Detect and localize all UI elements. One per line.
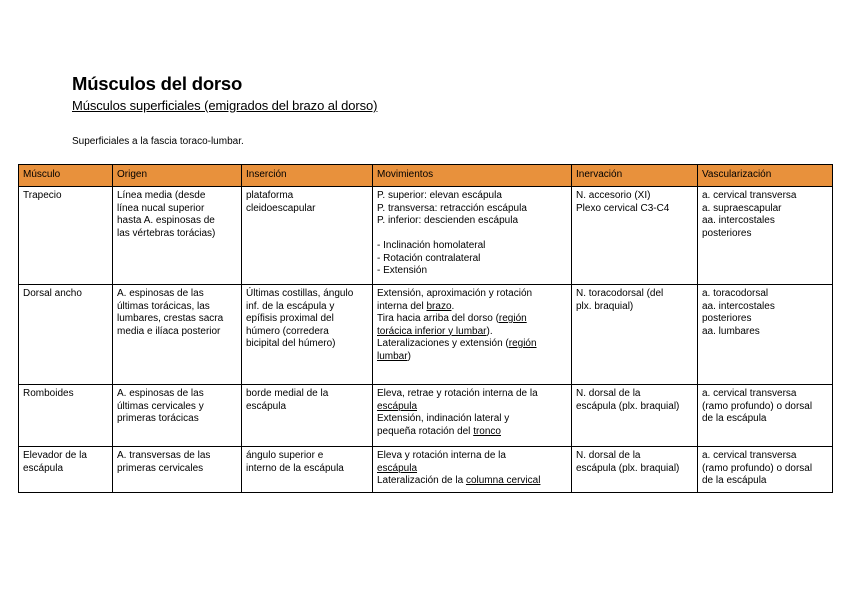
link-region-lumbar[interactable]: región lumbar — [377, 338, 537, 362]
cell-insercion: Últimas costillas, ángulo inf. de la escápula y epífisis proximal del húmero (corredera bicipital del húmero) — [242, 285, 373, 385]
table-row-dorsal-ancho — [19, 285, 833, 385]
header-inervacion: Inervación — [572, 165, 698, 187]
mov-text: Extensión, indinación lateral y pequeña rotación del — [377, 413, 510, 437]
page-subtitle: Músculos superficiales (emigrados del brazo al dorso) — [72, 98, 378, 113]
header-insercion: Inserción — [242, 165, 373, 187]
cell-insercion: plataforma cleidoescapular — [242, 187, 373, 285]
cell-movimientos — [373, 187, 572, 285]
cell-insercion: borde medial de la escápula — [242, 385, 373, 447]
cell-movimientos — [373, 285, 572, 385]
cell-vascularizacion: a. cervical transversa (ramo profundo) o dorsal de la escápula — [698, 385, 833, 447]
cell-vascularizacion: a. toracodorsal aa. intercostales posteriores aa. lumbares — [698, 285, 833, 385]
cell-vascularizacion: a. cervical transversa (ramo profundo) o dorsal de la escápula — [698, 447, 833, 493]
cell-musculo: Dorsal ancho — [19, 285, 113, 385]
table-row-romboides — [19, 385, 833, 447]
header-movimientos: Movimientos — [373, 165, 572, 187]
table-row-trapecio — [19, 187, 833, 285]
cell-inervacion: N. toracodorsal (del plx. braquial) — [572, 285, 698, 385]
link-brazo[interactable]: brazo — [426, 300, 452, 312]
link-escapula[interactable]: escápula — [377, 462, 418, 474]
cell-musculo: Romboides — [19, 385, 113, 447]
cell-vascularizacion: a. cervical transversa a. supraescapular aa. intercostales posteriores — [698, 187, 833, 285]
link-columna-cervical[interactable]: columna cervical — [465, 475, 541, 486]
mov-line: P. transversa: retracción escápula — [377, 202, 527, 214]
cell-insercion: ángulo superior e interno de la escápula — [242, 447, 373, 493]
mov-text: . Tira hacia arriba del dorso ( — [377, 300, 499, 324]
mov-line: - Rotación contralateral — [377, 252, 481, 264]
table-row-elevador-escapula — [19, 447, 833, 493]
header-vascularizacion: Vascularización — [698, 165, 833, 187]
page-title: Músculos del dorso — [72, 73, 243, 94]
mov-text: ) — [407, 350, 411, 362]
intro-text: Superficiales a la fascia toraco-lumbar. — [72, 136, 244, 147]
header-musculo: Músculo — [19, 165, 113, 187]
cell-origen: A. transversas de las primeras cervicales — [113, 447, 242, 493]
cell-movimientos — [373, 447, 572, 493]
table-header-row — [19, 165, 833, 187]
mov-text: Eleva y rotación interna de la — [377, 450, 506, 461]
mov-line: - Extensión — [377, 265, 428, 276]
cell-inervacion: N. dorsal de la escápula (plx. braquial) — [572, 385, 698, 447]
muscles-table — [18, 164, 833, 493]
link-tronco[interactable]: tronco — [473, 425, 501, 437]
cell-movimientos — [373, 385, 572, 447]
cell-inervacion: N. dorsal de la escápula (plx. braquial) — [572, 447, 698, 493]
mov-line: P. superior: elevan escápula — [377, 190, 502, 201]
mov-line: - Inclinación homolateral — [377, 240, 486, 251]
mov-text: Lateralización de la — [377, 475, 464, 486]
mov-line: P. inferior: descienden escápula — [377, 215, 519, 226]
cell-musculo: Trapecio — [19, 187, 113, 285]
cell-inervacion: N. accesorio (XI) Plexo cervical C3-C4 — [572, 187, 698, 285]
cell-origen: Línea media (desde línea nucal superior hasta A. espinosas de las vértebras torácias) — [113, 187, 242, 285]
mov-text: Eleva, retrae y rotación interna de la — [377, 388, 538, 399]
mov-text: Extensión, aproximación y rotación interna del — [377, 288, 533, 312]
mov-text: ). Lateralizaciones y extensión ( — [377, 325, 509, 349]
header-origen: Origen — [113, 165, 242, 187]
cell-origen: A. espinosas de las últimas cervicales y primeras torácicas — [113, 385, 242, 447]
cell-origen: A. espinosas de las últimas torácicas, las lumbares, crestas sacra media e ilíaca posterior — [113, 285, 242, 385]
link-escapula[interactable]: escápula — [377, 400, 418, 412]
cell-musculo: Elevador de la escápula — [19, 447, 113, 493]
link-region-toracica-lumbar[interactable]: región torácica inferior y lumbar — [377, 313, 527, 337]
